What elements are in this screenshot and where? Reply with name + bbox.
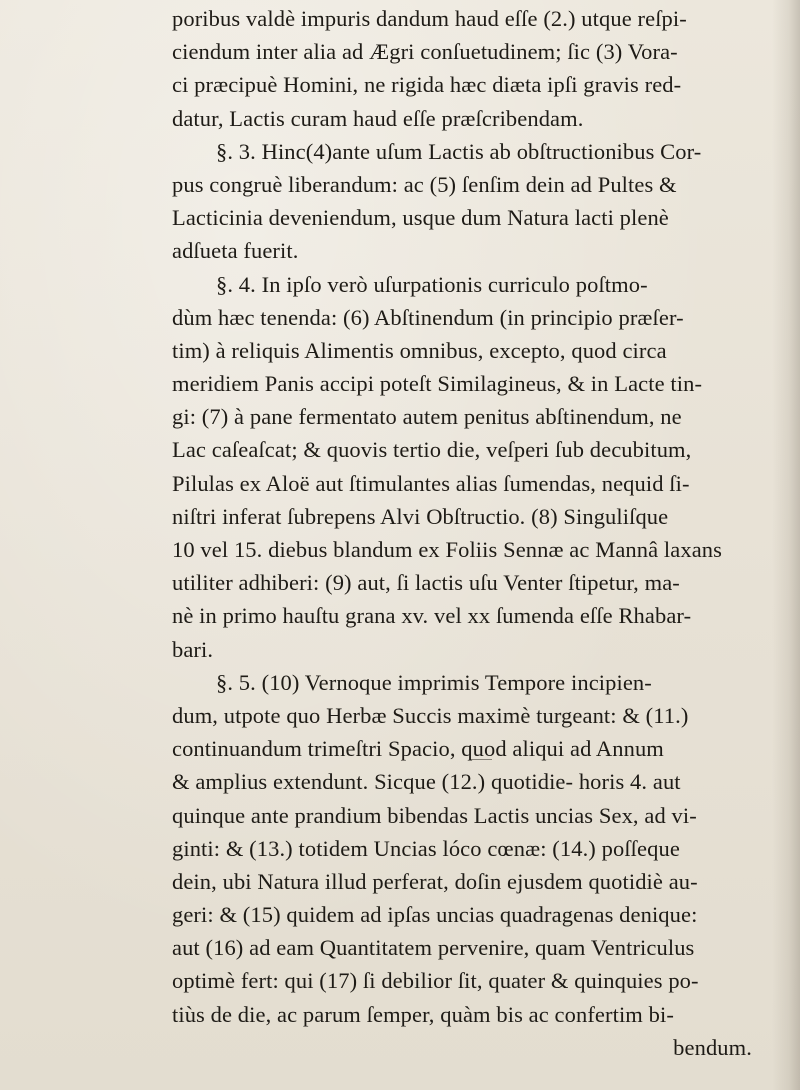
text-line: datur, Lactis curam haud eſſe præſcribendam.	[172, 105, 584, 131]
text-line: tiùs de die, ac parum ſemper, quàm bis ac confertim bi-	[172, 1001, 674, 1027]
page-text-block	[172, 2, 780, 1064]
text-line: niſtri inferat ſubrepens Alvi Obſtructio. (8) Singuliſque	[172, 503, 669, 529]
text-line: dum, utpote quo Herbæ Succis maximè turgeant: & (11.)	[172, 702, 689, 728]
text-line: ciendum inter alia ad Ægri conſuetudinem; ſic (3) Vora-	[172, 39, 678, 65]
text-line: pus congruè liberandum: ac (5) ſenſim dein ad Pultes &	[172, 171, 677, 197]
text-line: quinque ante prandium bibendas Lactis uncias Sex, ad vi-	[172, 802, 697, 828]
text-line: adſueta fuerit.	[172, 238, 299, 264]
text-line: tim) à reliquis Alimentis omnibus, excepto, quod circa	[172, 337, 667, 363]
text-line: geri: & (15) quidem ad ipſas uncias quadragenas denique:	[172, 902, 698, 928]
text-line: nè in primo hauſtu grana xv. vel xx ſumenda eſſe Rhabar-	[172, 603, 692, 629]
text-line: utiliter adhiberi: (9) aut, ſi lactis uſu Venter ſtipetur, ma-	[172, 570, 680, 596]
text-line: ci præcipuè Homini, ne rigida hæc diæta ipſi gravis red-	[172, 72, 682, 98]
text-line: Pilulas ex Aloë aut ſtimulantes alias ſumendas, nequid ſi-	[172, 470, 690, 496]
text-line: meridiem Panis accipi poteſt Similagineus, & in Lacte tin-	[172, 371, 703, 397]
text-line: aut (16) ad eam Quantitatem pervenire, quam Ventriculus	[172, 935, 695, 961]
catchword-line: bendum.	[673, 1034, 752, 1060]
section-heading-line: §. 3. Hinc(4)ante uſum Lactis ab obſtructionibus Cor-	[216, 138, 702, 164]
section-heading-line: §. 5. (10) Vernoque imprimis Tempore incipien-	[216, 669, 652, 695]
text-line: ginti: & (13.) totidem Uncias lóco cœnæ: (14.) poſſeque	[172, 835, 680, 861]
text-line: 10 vel 15. diebus blandum ex Foliis Sennæ ac Mannâ laxans	[172, 537, 722, 562]
text-line: optimè fert: qui (17) ſi debilior ſit, quater & quinquies po-	[172, 968, 699, 994]
text-line: dein, ubi Natura illud perferat, doſin ejusdem quotidiè au-	[172, 868, 698, 894]
text-line: dùm hæc tenenda: (6) Abſtinendum (in principio præſer-	[172, 304, 684, 330]
section-heading-line: §. 4. In ipſo verò uſurpationis curriculo poſtmo-	[216, 271, 648, 297]
text-line: Lac caſeaſcat; & quovis tertio die, veſperi ſub decubitum,	[172, 437, 692, 463]
text-line: & amplius extendunt. Sicque (12.) quotidie- horis 4. aut	[172, 769, 681, 795]
text-line: Lacticinia deveniendum, usque dum Natura lacti plenè	[172, 205, 669, 231]
text-line: continuandum trimeſtri Spacio, quod aliqui ad Annum	[172, 736, 664, 762]
text-line: gi: (7) à pane fermentato autem penitus abſtinendum, ne	[172, 404, 682, 430]
text-line: poribus valdè impuris dandum haud eſſe (2.) utque reſpi-	[172, 6, 687, 31]
text-line: bari.	[172, 636, 214, 662]
